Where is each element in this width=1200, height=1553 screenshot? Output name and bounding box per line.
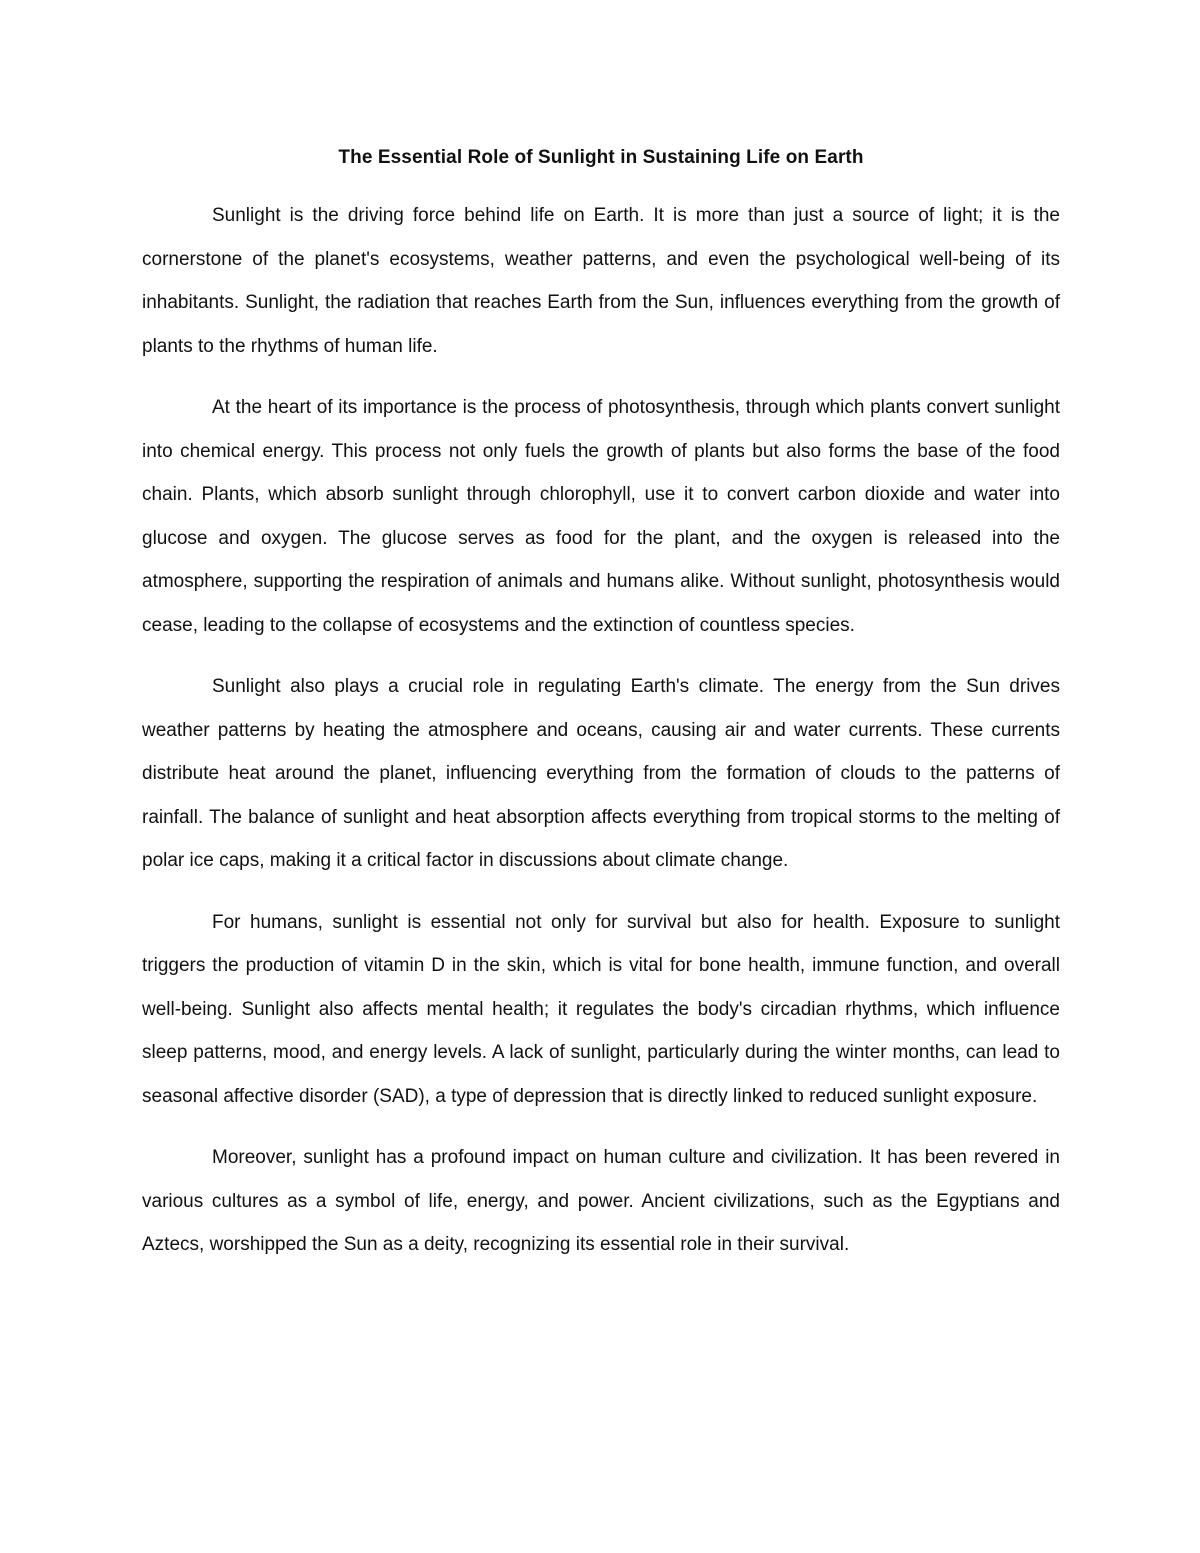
document-title: The Essential Role of Sunlight in Sustaining Life on Earth <box>338 147 864 168</box>
paragraph-climate: Sunlight also plays a crucial role in regulating Earth's climate. The energy from the Sun drives weather patterns by heating the atmosphere and oceans, causing air and water currents. These currents distribute heat around the planet, influencing everything from the formation of clouds to the patterns of rainfall. The balance of sunlight and heat absorption affects everything from tropical storms to the melting of polar ice caps, making it a critical factor in discussions about climate change. <box>142 676 1060 871</box>
document-body <box>142 138 1060 1285</box>
paragraph-intro: Sunlight is the driving force behind life on Earth. It is more than just a source of light; it is the cornerstone of the planet's ecosystems, weather patterns, and even the psychological well-being of its inhabitants. Sunlight, the radiation that reaches Earth from the Sun, influences everything from the growth of plants to the rhythms of human life. <box>142 205 1060 357</box>
paragraph-culture: Moreover, sunlight has a profound impact on human culture and civilization. It has been revered in various cultures as a symbol of life, energy, and power. Ancient civilizations, such as the Egyptians and Aztecs, worshipped the Sun as a deity, recognizing its essential role in their survival. <box>142 1147 1060 1255</box>
paragraph-photosynthesis: At the heart of its importance is the process of photosynthesis, through which plants convert sunlight into chemical energy. This process not only fuels the growth of plants but also forms the base of the food chain. Plants, which absorb sunlight through chlorophyll, use it to convert carbon dioxide and water into glucose and oxygen. The glucose serves as food for the plant, and the oxygen is released into the atmosphere, supporting the respiration of animals and humans alike. Without sunlight, photosynthesis would cease, leading to the collapse of ecosystems and the extinction of countless species. <box>142 397 1060 636</box>
paragraph-human-health: For humans, sunlight is essential not only for survival but also for health. Exposure to sunlight triggers the production of vitamin D in the skin, which is vital for bone health, immune function, and overall well-being. Sunlight also affects mental health; it regulates the body's circadian rhythms, which influence sleep patterns, mood, and energy levels. A lack of sunlight, particularly during the winter months, can lead to seasonal affective disorder (SAD), a type of depression that is directly linked to reduced sunlight exposure. <box>142 911 1060 1107</box>
